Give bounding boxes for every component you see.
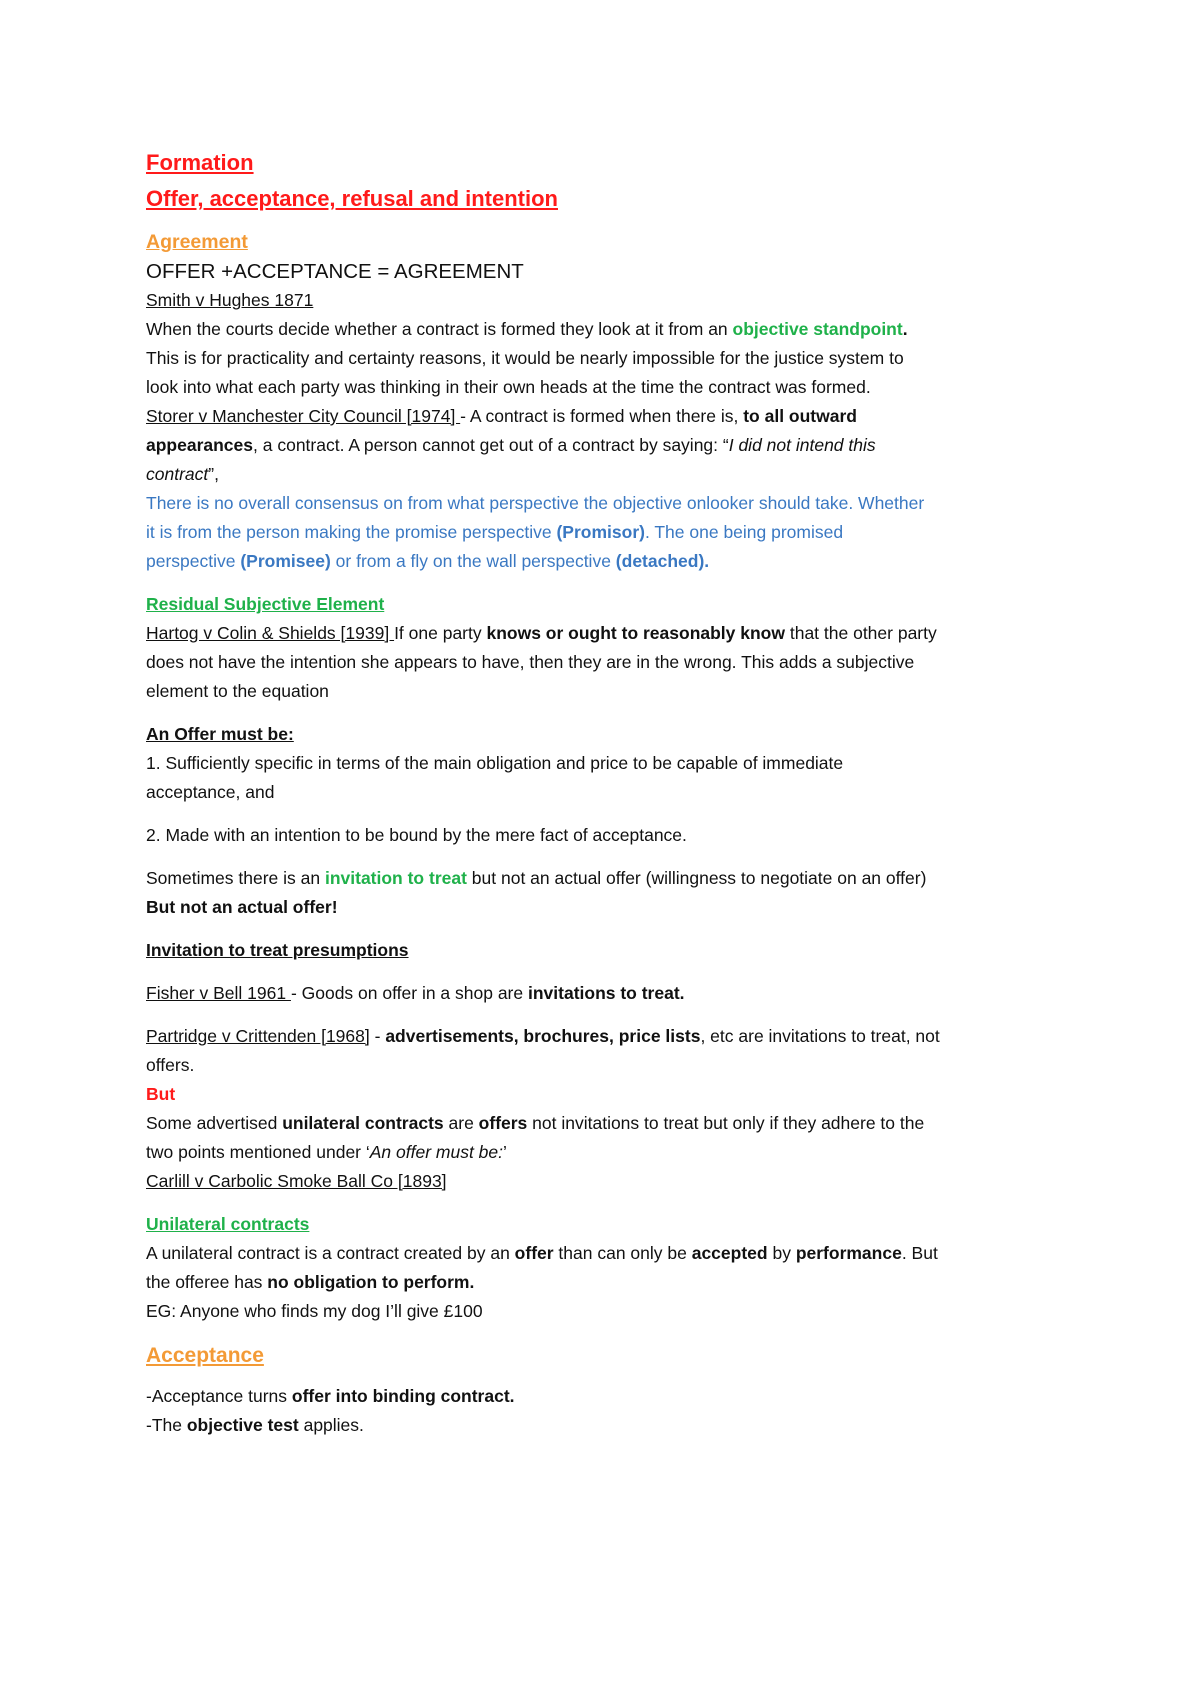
heading-acceptance: Acceptance [146,1344,264,1367]
fisher-line: Fisher v Bell 1961 - Goods on offer in a shop are invitations to treat. [146,983,685,1003]
case-fisher: Fisher v Bell 1961 [146,983,291,1003]
offer-item-1-line-1: 1. Sufficiently specific in terms of the main obligation and price to be capable of immediate [146,753,844,773]
storer-line-3: contract”, [146,464,219,484]
case-hartog: Hartog v Colin & Shields [1939] [146,623,395,643]
subtitle-offer-acceptance: Offer, acceptance, refusal and intention [146,186,558,211]
heading-offer-must-be: An Offer must be: [146,724,294,744]
case-carlill: Carlill v Carbolic Smoke Ball Co [1893] [146,1171,447,1191]
offer-item-1-line-2: acceptance, and [146,782,275,802]
heading-itt-presumptions: Invitation to treat presumptions [146,940,409,960]
heading-agreement: Agreement [146,231,248,253]
case-partridge: Partridge v Crittenden [1968] [146,1026,370,1046]
perspective-line-2: it is from the person making the promise perspective (Promisor). The one being promised [146,522,844,542]
but-label: But [146,1084,176,1104]
hartog-line-2: does not have the intention she appears to have, then they are in the wrong. This adds a subjective [146,652,915,672]
storer-line-1: Storer v Manchester City Council [1974] - A contract is formed when there is, to all outward [146,406,857,426]
case-smith-v-hughes: Smith v Hughes 1871 [146,290,314,310]
partridge-line-1: Partridge v Crittenden [1968] - advertisements, brochures, price lists, etc are invitations to treat, not [146,1026,940,1046]
unilateral-offer-line-2: two points mentioned under ‘An offer must be:’ [146,1142,507,1162]
agreement-paragraph-line-3: look into what each party was thinking in their own heads at the time the contract was formed. [146,377,871,397]
title-formation: Formation [146,150,254,175]
perspective-line-1: There is no overall consensus on from what perspective the objective onlooker should take. Whether [146,493,925,513]
hartog-line-3: element to the equation [146,681,329,701]
acceptance-line-1: -Acceptance turns offer into binding contract. [146,1386,515,1406]
hartog-line-1: Hartog v Colin & Shields [1939] If one party knows or ought to reasonably know that the other party [146,623,937,643]
unilateral-line-2: the offeree has no obligation to perform. [146,1272,475,1292]
unilateral-example: EG: Anyone who finds my dog I’ll give £100 [146,1301,483,1321]
agreement-paragraph-line-2: This is for practicality and certainty reasons, it would be nearly impossible for the justice system to [146,348,904,368]
heading-unilateral-contracts: Unilateral contracts [146,1214,310,1234]
unilateral-line-1: A unilateral contract is a contract created by an offer than can only be accepted by performance. But [146,1243,938,1263]
agreement-paragraph-line-1: When the courts decide whether a contract is formed they look at it from an objective standpoint. [146,319,908,339]
heading-residual-subjective: Residual Subjective Element [146,594,385,614]
acceptance-line-2: -The objective test applies. [146,1415,364,1435]
agreement-formula: OFFER +ACCEPTANCE = AGREEMENT [146,260,524,283]
case-storer: Storer v Manchester City Council [1974] [146,406,461,426]
storer-line-2: appearances, a contract. A person cannot get out of a contract by saying: “I did not intend this [146,435,876,455]
unilateral-offer-line-1: Some advertised unilateral contracts are offers not invitations to treat but only if they adhere to the [146,1113,925,1133]
perspective-line-3: perspective (Promisee) or from a fly on the wall perspective (detached). [146,551,710,571]
offer-item-2: 2. Made with an intention to be bound by the mere fact of acceptance. [146,825,687,845]
partridge-line-2: offers. [146,1055,195,1075]
itt-sentence: Sometimes there is an invitation to treat but not an actual offer (willingness to negotiate on an offer) [146,868,927,888]
itt-not-offer: But not an actual offer! [146,897,338,917]
